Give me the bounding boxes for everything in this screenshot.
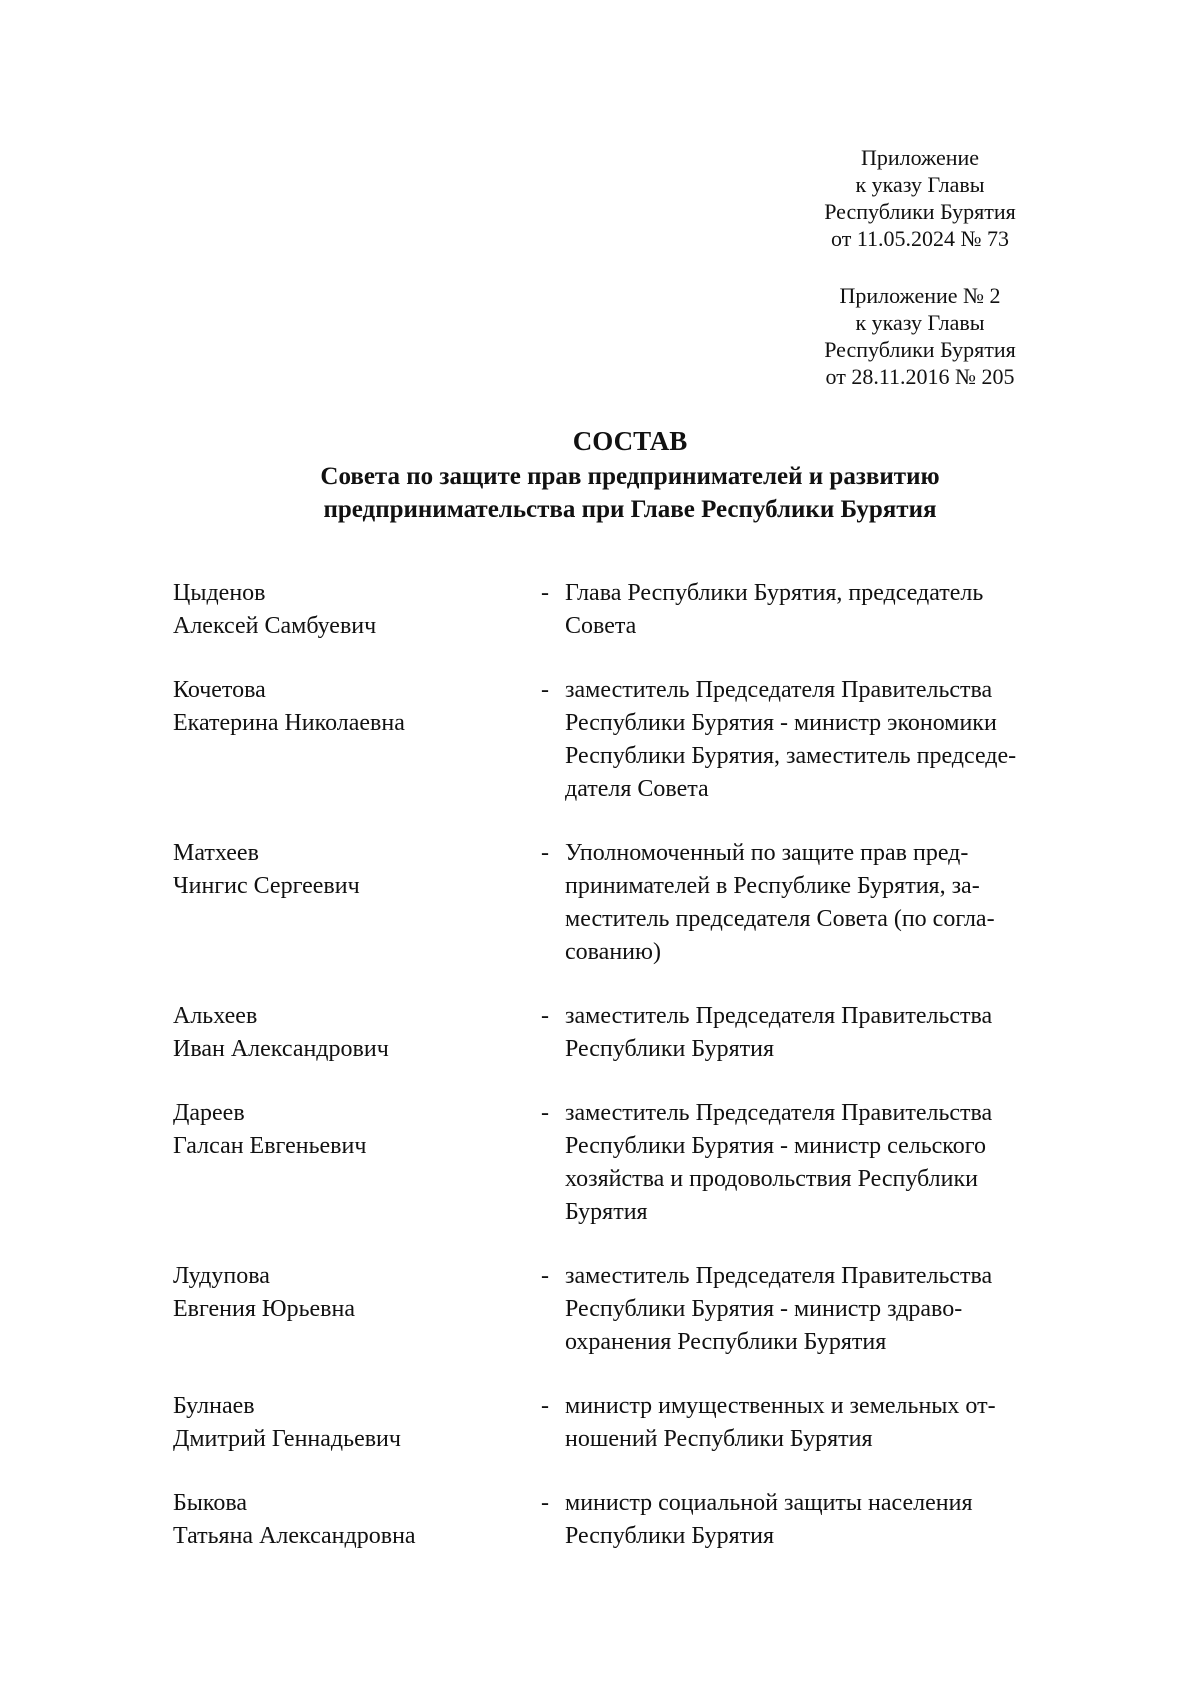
- member-dash: -: [541, 580, 549, 606]
- appendix-block-current: [780, 144, 1060, 252]
- member-surname: Кочетова: [173, 677, 266, 703]
- member-surname: Альхеев: [173, 1003, 258, 1029]
- member-dash: -: [541, 677, 549, 703]
- member-surname: Матхеев: [173, 840, 259, 866]
- member-role: Уполномоченный по защите прав пред- принимателей в Республике Бурятия, за- меститель председателя Совета (по согла- сованию): [565, 840, 995, 965]
- member-role: заместитель Председателя Правительства Республики Бурятия - министр экономики Республики Бурятия, заместитель председе- дателя Совета: [565, 677, 1017, 802]
- appendix-date-number: от 28.11.2016 № 205: [825, 364, 1015, 389]
- member-role: заместитель Председателя Правительства Республики Бурятия - министр сельского хозяйства и продовольствия Республики Бурятия: [565, 1100, 993, 1225]
- member-given-names: Татьяна Александровна: [173, 1523, 416, 1549]
- member-given-names: Иван Александрович: [173, 1036, 389, 1062]
- appendix-decree-ref: к указу Главы: [855, 310, 985, 335]
- document-subtitle-line-2: предпринимательства при Главе Республики Бурятия: [323, 496, 937, 523]
- member-role: министр социальной защиты населения Республики Бурятия: [565, 1490, 973, 1549]
- document-subtitle-line-1: Совета по защите прав предпринимателей и развитию: [320, 463, 940, 490]
- member-role: заместитель Председателя Правительства Республики Бурятия - министр здраво- охранения Республики Бурятия: [565, 1263, 993, 1355]
- member-name: [173, 1097, 543, 1229]
- member-dash: -: [541, 1003, 549, 1029]
- member-name: [173, 674, 543, 806]
- document-heading: [150, 424, 1110, 526]
- appendix-date-number: от 11.05.2024 № 73: [831, 226, 1009, 251]
- member-name: [173, 577, 543, 643]
- member-name: [173, 1260, 543, 1359]
- member-row: [173, 1487, 1083, 1553]
- member-surname: Цыденов: [173, 580, 266, 606]
- member-dash: -: [541, 1100, 549, 1126]
- member-row: [173, 577, 1083, 643]
- appendix-block-original: [780, 282, 1060, 390]
- appendix-republic: Республики Бурятия: [824, 337, 1016, 362]
- member-name: [173, 1000, 543, 1066]
- member-given-names: Дмитрий Геннадьевич: [173, 1426, 401, 1452]
- member-role: Глава Республики Бурятия, председатель Совета: [565, 580, 984, 639]
- appendix-label: Приложение: [860, 145, 980, 170]
- member-name: [173, 837, 543, 969]
- member-surname: Дареев: [173, 1100, 245, 1126]
- member-row: [173, 1000, 1083, 1066]
- member-role: заместитель Председателя Правительства Республики Бурятия: [565, 1003, 993, 1062]
- member-row: [173, 674, 1083, 806]
- council-members-list: [173, 577, 1083, 1584]
- appendix-republic: Республики Бурятия: [824, 199, 1016, 224]
- member-given-names: Екатерина Николаевна: [173, 710, 405, 736]
- member-dash: -: [541, 1490, 549, 1516]
- member-surname: Лудупова: [173, 1263, 270, 1289]
- member-given-names: Чингис Сергеевич: [173, 873, 360, 899]
- member-row: [173, 1390, 1083, 1456]
- member-surname: Быкова: [173, 1490, 248, 1516]
- appendix-label: Приложение № 2: [839, 283, 1001, 308]
- member-dash: -: [541, 840, 549, 866]
- member-role: министр имущественных и земельных от- ношений Республики Бурятия: [565, 1393, 996, 1452]
- member-row: [173, 837, 1083, 969]
- member-given-names: Евгения Юрьевна: [173, 1296, 355, 1322]
- member-row: [173, 1260, 1083, 1359]
- member-name: [173, 1390, 543, 1456]
- member-given-names: Галсан Евгеньевич: [173, 1133, 367, 1159]
- document-title: СОСТАВ: [572, 426, 688, 456]
- member-given-names: Алексей Самбуевич: [173, 613, 377, 639]
- appendix-decree-ref: к указу Главы: [855, 172, 985, 197]
- member-dash: -: [541, 1393, 549, 1419]
- member-dash: -: [541, 1263, 549, 1289]
- member-row: [173, 1097, 1083, 1229]
- member-surname: Булнаев: [173, 1393, 255, 1419]
- member-name: [173, 1487, 543, 1553]
